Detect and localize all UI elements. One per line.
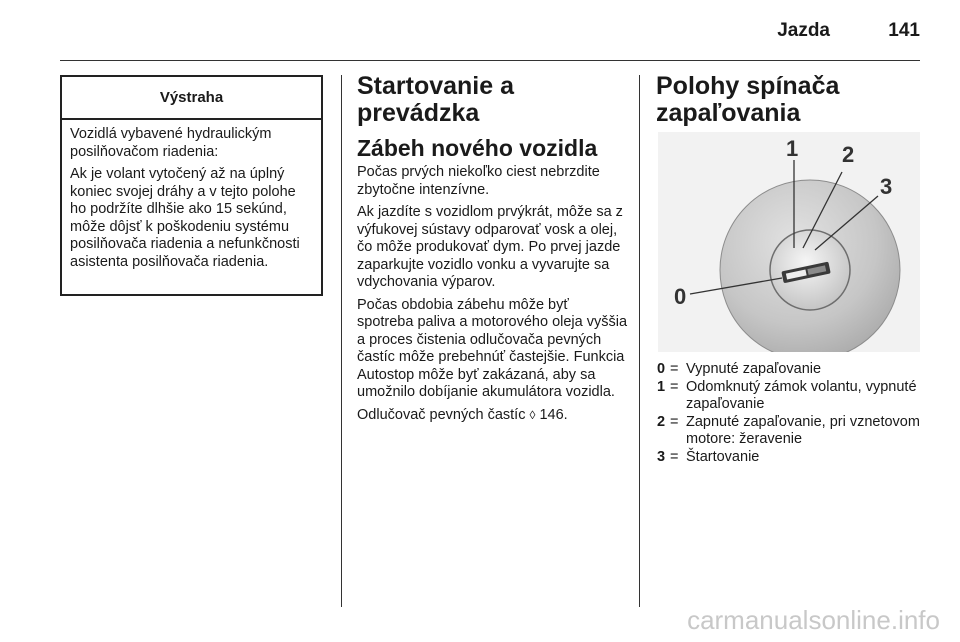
- reference-text: Odlučovač pevných častíc: [357, 406, 526, 423]
- legend-equals: =: [670, 413, 679, 430]
- figure-label-1: 1: [786, 136, 799, 161]
- ignition-section: [656, 73, 926, 135]
- legend-item: [657, 361, 922, 379]
- reference-page: 146.: [539, 406, 568, 423]
- warning-paragraph: Vozidlá vybavené hydraulickým posilňovačom riadenia:: [70, 126, 272, 160]
- figure-label-2: 2: [842, 142, 855, 167]
- legend-key: 3: [657, 448, 666, 465]
- section-subtitle: Zábeh nového vozidla: [357, 135, 598, 161]
- legend-text: Zapnuté zapaľovanie, pri vznetovom motore: žeravenie: [686, 413, 920, 447]
- section-paragraph: Počas obdobia zábehu môže byť spotreba paliva a motorového oleja vyššia a proces čistenia odlučovača pevných častíc môže prebehnúť častejšie. Funkcia Autostop môže byť zakázaná, aby sa umožnilo dobíjanie akumulátora vozidla.: [357, 296, 628, 400]
- warning-body: [62, 120, 321, 271]
- legend-equals: =: [670, 378, 679, 395]
- ignition-switch-figure: [658, 132, 920, 352]
- legend-key: 2: [657, 413, 666, 430]
- ignition-title: Polohy spínača zapaľovania: [656, 72, 840, 127]
- legend-key: 0: [657, 361, 666, 377]
- cross-reference[interactable]: [357, 407, 629, 425]
- figure-label-0: 0: [674, 284, 687, 309]
- legend-key: 1: [657, 378, 666, 395]
- page-header-title: Jazda: [777, 20, 830, 41]
- section-paragraph: Počas prvých niekoľko ciest nebrzdite zbytočne intenzívne.: [357, 164, 600, 198]
- reference-arrow-icon: ◊: [529, 407, 536, 422]
- legend-item: [657, 379, 922, 414]
- startup-section: [357, 73, 629, 429]
- section-title: Startovanie a prevádzka: [357, 72, 515, 127]
- header-divider: [60, 60, 920, 61]
- figure-label-3: 3: [880, 174, 893, 199]
- warning-paragraph: Ak je volant vytočený až na úplný koniec svojej dráhy a v tejto polohe ho podržíte dlhšie ako 15 sekúnd, môže dôjsť k poškodeniu systému posilňovača riadenia a nefunkčnosti asistenta posilňovača riadenia.: [70, 166, 300, 270]
- warning-heading: Výstraha: [62, 77, 321, 120]
- section-paragraph: Ak jazdíte s vozidlom prvýkrát, môže sa z výfukovej sústavy odparovať vosk a olej, čo môže produkovať dym. Po prvej jazde zaparkujte vozidlo vonku a vyvarujte sa vdychovania výparov.: [357, 204, 623, 290]
- column-divider: [341, 75, 342, 607]
- legend-text: Odomknutý zámok volantu, vypnuté zapaľovanie: [686, 378, 917, 412]
- footer-watermark: carmanualsonline.info: [687, 605, 940, 635]
- legend-text: Vypnuté zapaľovanie: [686, 361, 822, 377]
- legend-equals: =: [670, 448, 679, 465]
- legend-equals: =: [670, 361, 679, 377]
- ignition-legend: [657, 361, 922, 466]
- column-divider: [639, 75, 640, 607]
- legend-item: [657, 449, 922, 467]
- legend-item: [657, 414, 922, 449]
- page-number: 141: [888, 20, 920, 41]
- warning-box: [60, 75, 323, 296]
- legend-text: Štartovanie: [686, 448, 760, 465]
